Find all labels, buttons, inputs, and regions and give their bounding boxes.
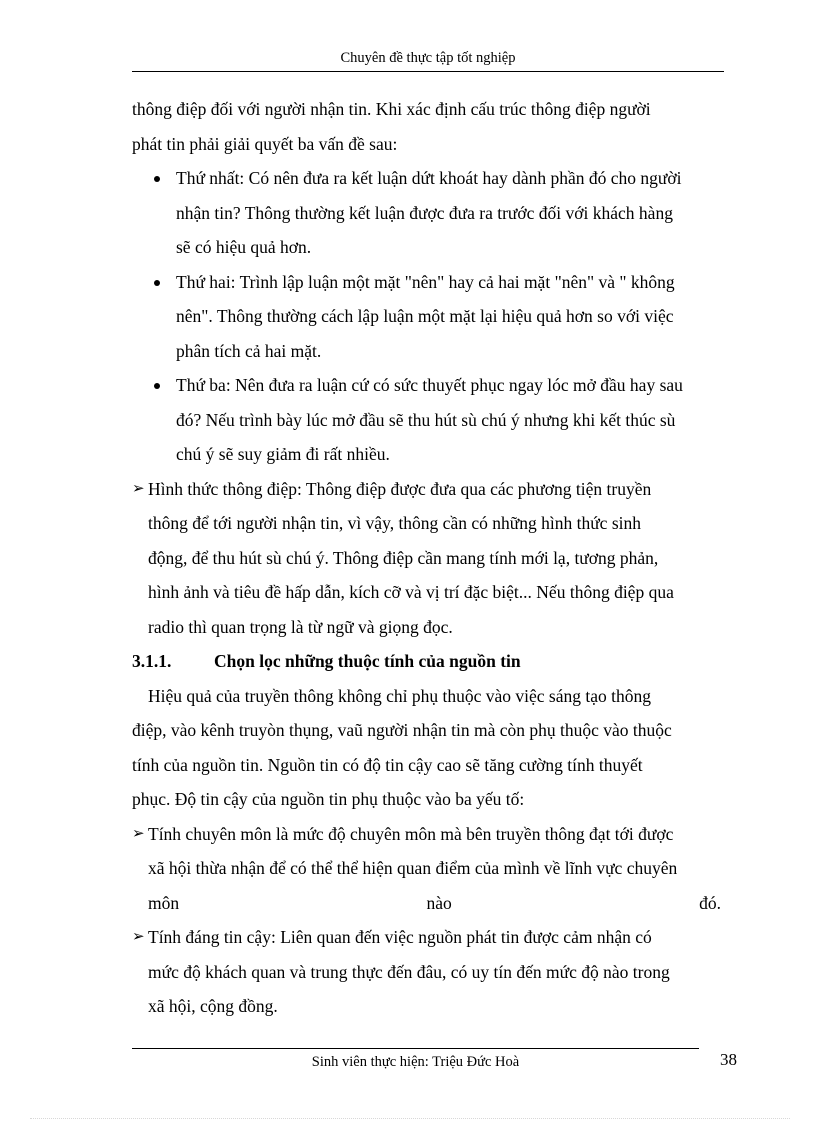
- trust-item: [132, 920, 723, 1024]
- form-item: [132, 472, 723, 645]
- page-content: [132, 92, 723, 1024]
- arrowhead-icon: ➢: [132, 825, 145, 842]
- bullet-line: nên". Thông thường cách lập luận một mặt lại hiệu quả hơn so với việc: [176, 306, 674, 326]
- bullet-line: đó? Nếu trình bày lúc mở đầu sẽ thu hút sù chú ý nhưng khi kết thúc sù: [176, 409, 676, 430]
- arrowhead-icon: ➢: [132, 929, 145, 945]
- form-line: thông để tới người nhận tin, vì vậy, thông cần có những hình thức sinh: [148, 513, 641, 533]
- expertise-last-line: [148, 886, 723, 921]
- form-line: radio thì quan trọng là từ ngữ và giọng đọc.: [148, 616, 453, 637]
- section-heading: [132, 644, 723, 679]
- list-item: [132, 161, 723, 265]
- bullet-icon: [154, 280, 160, 286]
- bullet-line: Thứ ba: Nên đưa ra luận cứ có sức thuyết phục ngay lóc mở đầu hay sau: [176, 375, 683, 395]
- section-title: Chọn lọc những thuộc tính của nguồn tin: [214, 651, 521, 671]
- expertise-word: nào: [426, 892, 452, 913]
- header-title: Chuyên đề thực tập tốt nghiệp: [340, 50, 516, 66]
- expertise-word: đó.: [699, 892, 721, 913]
- bullet-line: chú ý sẽ suy giảm đi rất nhiều.: [176, 444, 390, 464]
- bullet-line: nhận tin? Thông thường kết luận được đưa ra trước đối với khách hàng: [176, 202, 673, 223]
- section-line: tính của nguồn tin. Nguồn tin có độ tin cậy cao sẽ tăng cường tính thuyết: [132, 754, 643, 775]
- header-rule: [132, 71, 724, 72]
- intro-paragraph: [132, 92, 723, 161]
- bullet-line: sẽ có hiệu quả hơn.: [176, 237, 312, 257]
- footer-text: Sinh viên thực hiện: Triệu Đức Hoà: [311, 1054, 520, 1070]
- trust-line: mức độ khách quan và trung thực đến đâu, có uy tín đến mức độ nào trong: [148, 961, 670, 982]
- bullet-line: phân tích cả hai mặt.: [176, 340, 322, 361]
- form-line: Hình thức thông điệp: Thông điệp được đưa qua các phương tiện truyền: [148, 478, 652, 499]
- expertise-line: xã hội thừa nhận để có thể thể hiện quan điểm của mình về lĩnh vực chuyên: [148, 858, 678, 878]
- section-line: phục. Độ tin cậy của nguồn tin phụ thuộc vào ba yếu tố:: [132, 789, 525, 809]
- trust-line: xã hội, cộng đồng.: [148, 996, 278, 1016]
- page-header: [132, 50, 724, 67]
- bullet-line: Thứ hai: Trình lập luận một mặt "nên" hay cả hai mặt "nên" và " không: [176, 271, 675, 292]
- expertise-line: Tính chuyên môn là mức độ chuyên môn mà bên truyền thông đạt tới được: [148, 823, 674, 844]
- section-number: 3.1.1.: [132, 651, 172, 671]
- page-bottom-border: [30, 1118, 790, 1119]
- list-item: [132, 265, 723, 369]
- bullet-line: Thứ nhất: Có nên đưa ra kết luận dứt khoát hay dành phần đó cho người: [176, 168, 682, 188]
- form-line: hình ảnh và tiêu đề hấp dẫn, kích cỡ và vị trí đặc biệt... Nếu thông điệp qua: [148, 582, 674, 602]
- intro-line: phát tin phải giải quyết ba vấn đề sau:: [132, 133, 398, 154]
- trust-line: Tính đáng tin cậy: Liên quan đến việc nguồn phát tin được cảm nhận có: [148, 927, 652, 947]
- footer-rule: [132, 1048, 699, 1049]
- bullet-list: [132, 161, 723, 472]
- expertise-item: [132, 817, 723, 921]
- bullet-icon: [154, 383, 160, 389]
- page-footer: [132, 1054, 699, 1071]
- arrowhead-icon: ➢: [132, 480, 145, 497]
- section-line: điệp, vào kênh truyòn thụng, vaũ người nhận tin mà còn phụ thuộc vào thuộc: [132, 720, 672, 740]
- section-line: Hiệu quả của truyền thông không chỉ phụ thuộc vào việc sáng tạo thông: [148, 685, 652, 706]
- expertise-word: môn: [148, 892, 180, 913]
- bullet-icon: [154, 176, 160, 182]
- form-line: động, để thu hút sù chú ý. Thông điệp cần mang tính mới lạ, tương phản,: [148, 547, 659, 568]
- list-item: [132, 368, 723, 472]
- section-paragraph: [132, 679, 723, 817]
- intro-line: thông điệp đối với người nhận tin. Khi xác định cấu trúc thông điệp người: [132, 99, 651, 119]
- page-number: 38: [720, 1050, 737, 1069]
